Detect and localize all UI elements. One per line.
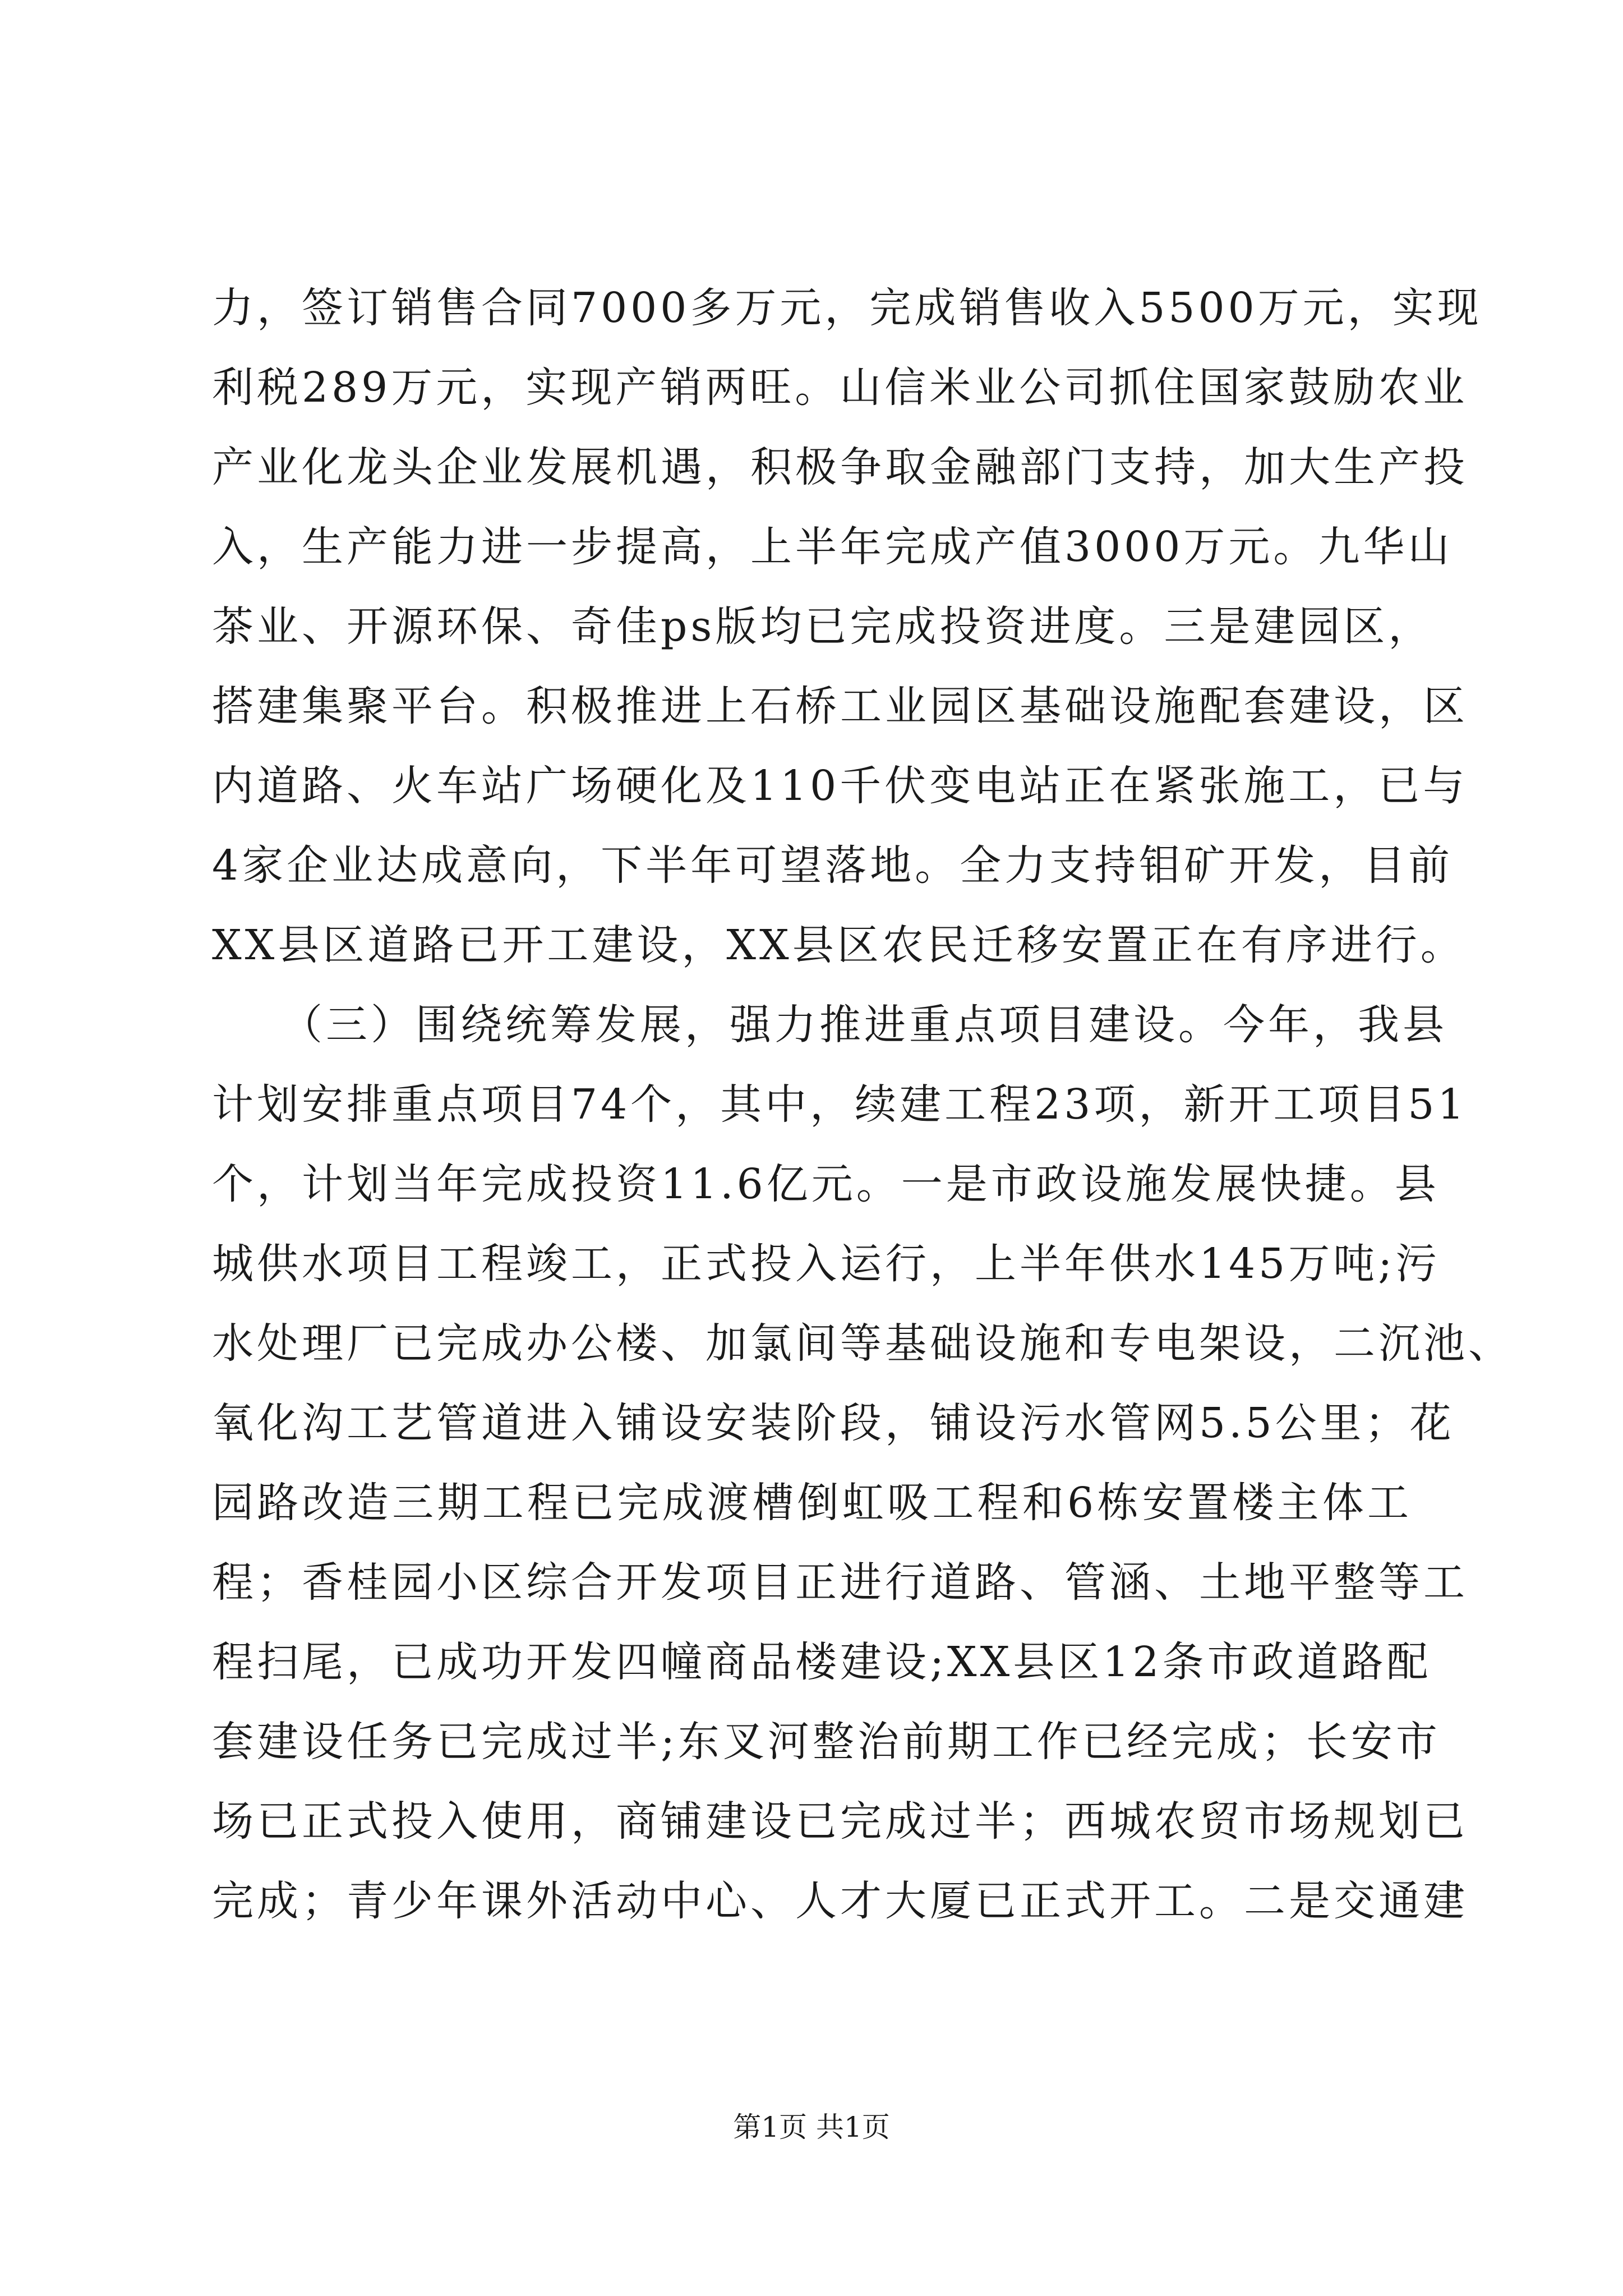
text-line: 氧化沟工艺管道进入铺设安装阶段，铺设污水管网5.5公里；花 <box>212 1399 1455 1447</box>
document-body <box>212 268 1513 1941</box>
text-line: 计划安排重点项目74个，其中，续建工程23项，新开工项目51 <box>212 1080 1468 1129</box>
page-number-footer: 第1页 共1页 <box>733 2111 890 2143</box>
text-line: 套建设任务已完成过半;东叉河整治前期工作已经完成；长安市 <box>212 1718 1441 1766</box>
text-line: 产业化龙头企业发展机遇，积极争取金融部门支持，加大生产投 <box>212 443 1468 491</box>
text-line: 城供水项目工程竣工，正式投入运行，上半年供水145万吨;污 <box>212 1240 1441 1288</box>
text-line: 程；香桂园小区综合开发项目正进行道路、管涵、土地平整等工 <box>212 1558 1468 1607</box>
paragraph-end-line: XX县区道路已开工建设，XX县区农民迁移安置正在有序进行。 <box>212 921 1465 969</box>
text-line: 程扫尾，已成功开发四幢商品楼建设;XX县区12条市政道路配 <box>212 1638 1432 1686</box>
text-line: 园路改造三期工程已完成渡槽倒虹吸工程和6栋安置楼主体工 <box>212 1479 1412 1527</box>
text-line: 内道路、火车站广场硬化及110千伏变电站正在紧张施工，已与 <box>212 762 1468 810</box>
text-line: 茶业、开源环保、奇佳ps版均已完成投资进度。三是建园区， <box>212 602 1433 651</box>
text-line: 4家企业达成意向，下半年可望落地。全力支持钼矿开发，目前 <box>212 841 1454 890</box>
text-line: 完成；青少年课外活动中心、人才大厦已正式开工。二是交通建 <box>212 1877 1468 1925</box>
text-line: 力，签订销售合同7000多万元，完成销售收入5500万元，实现 <box>212 284 1482 332</box>
text-line: 入，生产能力进一步提高，上半年完成产值3000万元。九华山 <box>212 523 1453 571</box>
text-line: 个，计划当年完成投资11.6亿元。一是市政设施发展快捷。县 <box>212 1160 1440 1208</box>
text-line: 场已正式投入使用，商铺建设已完成过半；西城农贸市场规划已 <box>212 1797 1468 1846</box>
text-line: 搭建集聚平台。积极推进上石桥工业园区基础设施配套建设，区 <box>212 682 1468 730</box>
text-line: 利税289万元，实现产销两旺。山信米业公司抓住国家鼓励农业 <box>212 364 1468 412</box>
section-heading-line: （三）围绕统筹发展，强力推进重点项目建设。今年，我县 <box>212 1001 1447 1049</box>
text-line: 水处理厂已完成办公楼、加氯间等基础设施和专电架设，二沉池、 <box>212 1319 1513 1368</box>
